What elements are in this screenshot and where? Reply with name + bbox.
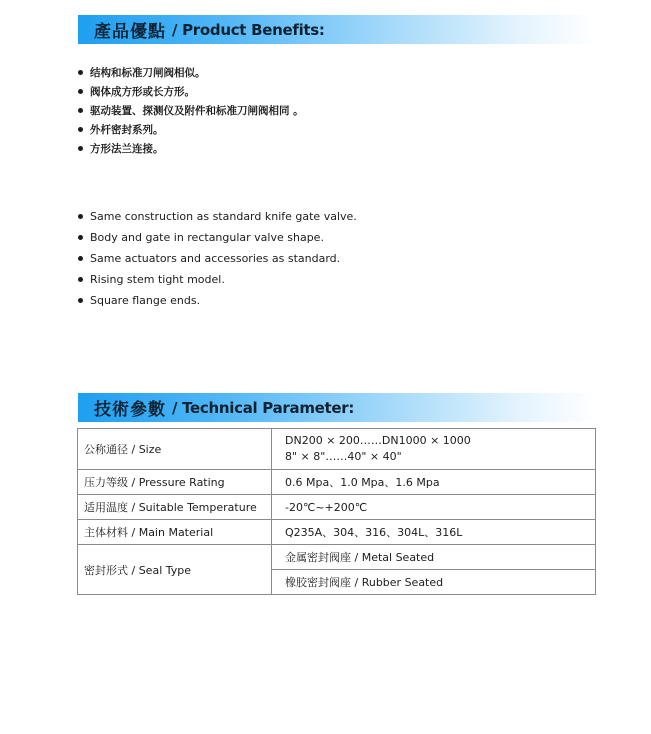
list-item-text: Body and gate in rectangular valve shape.: [90, 231, 324, 244]
table-row: [78, 429, 596, 470]
bullet-icon: [78, 256, 83, 261]
size-value-metric: DN200 × 200……DN1000 × 1000: [285, 434, 471, 447]
bullet-icon: [78, 235, 83, 240]
list-item: [78, 227, 357, 248]
bullet-icon: [78, 214, 83, 219]
list-item-text: 阀体成方形或长方形。: [90, 86, 195, 98]
list-item: [78, 120, 304, 139]
list-item: [78, 290, 357, 311]
list-item: [78, 82, 304, 101]
bullet-icon: [78, 127, 83, 132]
param-value-metal-seated: 金属密封阀座 / Metal Seated: [272, 545, 596, 570]
product-benefits-banner: [78, 15, 596, 44]
param-label-seal-type: 密封形式 / Seal Type: [78, 545, 272, 595]
product-benefits-heading-en: / Product Benefits:: [172, 20, 325, 39]
param-value-pressure-rating: 0.6 Mpa、1.0 Mpa、1.6 Mpa: [272, 470, 596, 495]
param-label-main-material: 主体材料 / Main Material: [78, 520, 272, 545]
technical-parameter-heading-en: / Technical Parameter:: [172, 398, 355, 417]
bullet-icon: [78, 277, 83, 282]
benefits-list-en: [78, 206, 357, 311]
product-benefits-heading-cn: 產品優點: [94, 22, 166, 42]
list-item-text: Same actuators and accessories as standard.: [90, 252, 341, 265]
param-label-suitable-temperature: 适用温度 / Suitable Temperature: [78, 495, 272, 520]
param-label-pressure-rating: 压力等级 / Pressure Rating: [78, 470, 272, 495]
bullet-icon: [78, 298, 83, 303]
param-value-rubber-seated: 橡胶密封阀座 / Rubber Seated: [272, 570, 596, 595]
bullet-icon: [78, 89, 83, 94]
technical-parameter-table: [77, 428, 596, 595]
technical-parameter-banner: [78, 393, 596, 422]
bullet-icon: [78, 146, 83, 151]
list-item-text: Square flange ends.: [90, 294, 201, 307]
size-value-imperial: 8" × 8"……40" × 40": [285, 450, 402, 463]
list-item-text: Rising stem tight model.: [90, 273, 225, 286]
bullet-icon: [78, 70, 83, 75]
list-item: [78, 269, 357, 290]
param-value-size: [272, 429, 596, 470]
table-row: [78, 545, 596, 570]
list-item: [78, 248, 357, 269]
table-row: [78, 520, 596, 545]
param-value-suitable-temperature: -20℃~+200℃: [272, 495, 596, 520]
list-item-text: 驱动装置、探测仪及附件和标准刀闸阀相同 。: [90, 105, 304, 117]
list-item-text: 外杆密封系列。: [90, 124, 164, 136]
list-item-text: 方形法兰连接。: [90, 143, 164, 155]
list-item-text: 结构和标准刀闸阀相似。: [90, 67, 206, 79]
list-item: [78, 63, 304, 82]
list-item: [78, 101, 304, 120]
bullet-icon: [78, 108, 83, 113]
table-row: [78, 495, 596, 520]
list-item: [78, 206, 357, 227]
technical-parameter-heading-cn: 技術參數: [94, 400, 166, 420]
benefits-list-cn: [78, 63, 304, 158]
table-row: [78, 470, 596, 495]
list-item-text: Same construction as standard knife gate valve.: [90, 210, 357, 223]
param-label-size: 公称通径 / Size: [78, 429, 272, 470]
param-value-main-material: Q235A、304、316、304L、316L: [272, 520, 596, 545]
list-item: [78, 139, 304, 158]
